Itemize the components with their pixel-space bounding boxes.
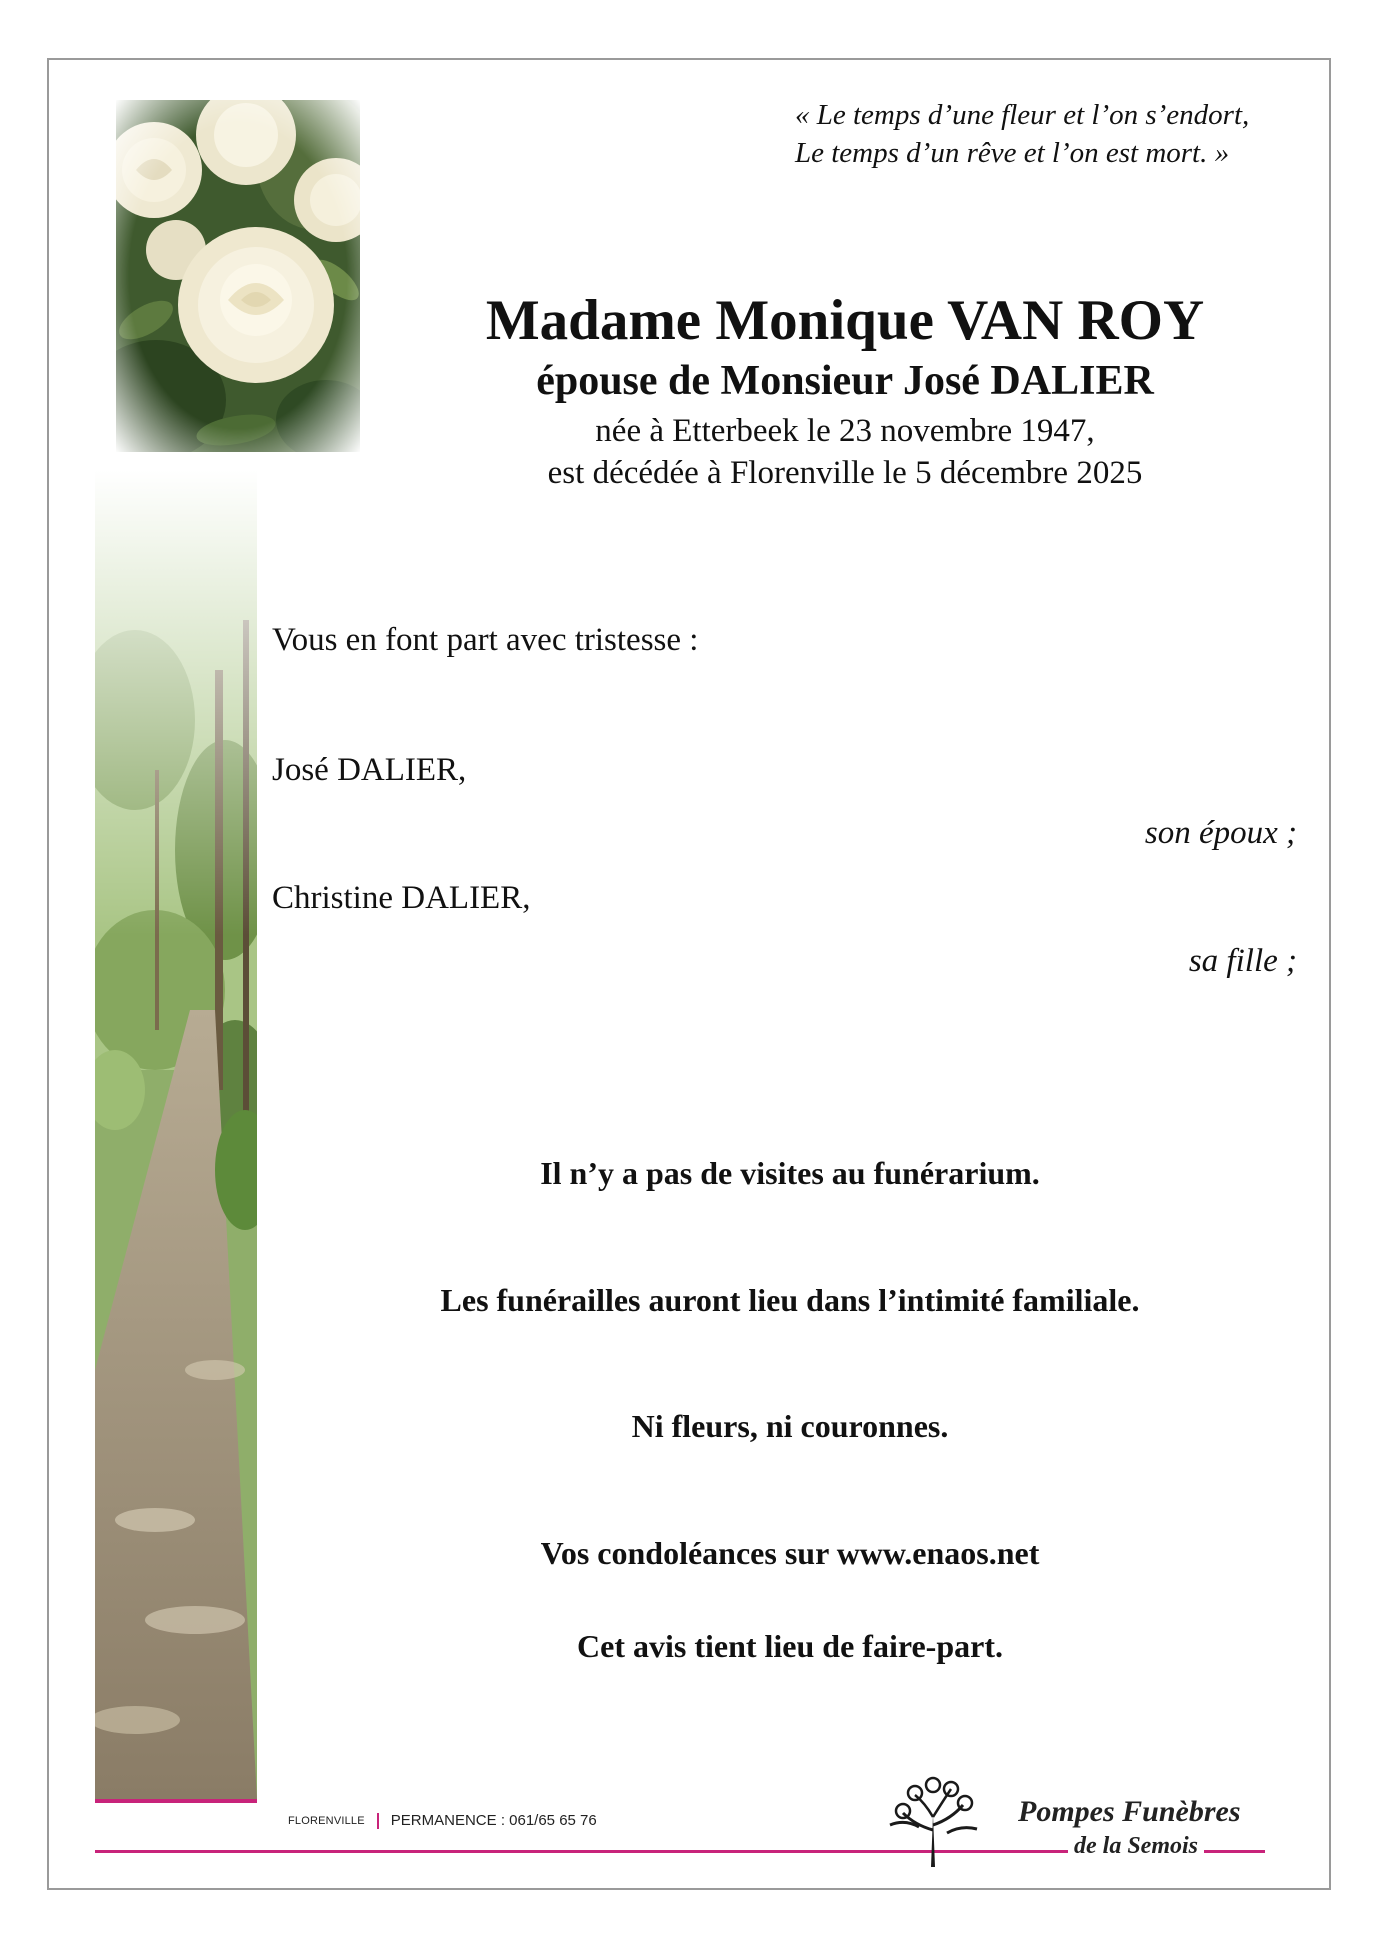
announcement: Vous en font part avec tristesse : — [272, 622, 699, 658]
funeral-home-logo — [885, 1775, 1285, 1875]
quote-line-2: Le temps d’un rêve et l’on est mort. » — [795, 137, 1230, 169]
notice-faire-part: Cet avis tient lieu de faire-part. — [577, 1628, 1003, 1664]
notice-condolences: Vos condoléances sur www.enaos.net — [540, 1535, 1040, 1571]
deceased-header — [360, 288, 1330, 494]
quote-line-1: « Le temps d’une fleur et l’on s’endort, — [795, 99, 1250, 131]
brand-name-line-2: de la Semois — [1068, 1833, 1204, 1860]
notice-funeral: Les funérailles auront lieu dans l’intimité familiale. — [440, 1282, 1140, 1318]
forest-path-photo — [95, 470, 257, 1800]
tree-logo-icon — [885, 1775, 980, 1870]
family-member-name: Christine DALIER, — [272, 880, 531, 916]
death-line: est décédée à Florenville le 5 décembre 2025 — [547, 455, 1143, 491]
family-member-relation: son époux ; — [1144, 815, 1297, 851]
birth-line: née à Etterbeek le 23 novembre 1947, — [595, 413, 1095, 449]
family-member-name: José DALIER, — [272, 752, 467, 788]
footer-contact — [288, 1812, 597, 1829]
footer-city: FLORENVILLE — [288, 1814, 365, 1827]
family-member-relation: sa fille ; — [1188, 943, 1297, 979]
deceased-name: Madame Monique VAN ROY — [485, 289, 1205, 352]
epitaph-quote — [795, 96, 1335, 172]
footer-separator — [377, 1813, 379, 1829]
brand-name-line-1: Pompes Funèbres — [1018, 1795, 1241, 1828]
strip-accent-line — [95, 1799, 257, 1803]
notice-flowers: Ni fleurs, ni couronnes. — [631, 1408, 949, 1444]
notice-visits: Il n’y a pas de visites au funérarium. — [540, 1155, 1040, 1191]
footer-permanence: PERMANENCE : 061/65 65 76 — [390, 1812, 597, 1829]
white-roses-photo — [116, 100, 360, 452]
spouse-line: épouse de Monsieur José DALIER — [536, 358, 1154, 404]
